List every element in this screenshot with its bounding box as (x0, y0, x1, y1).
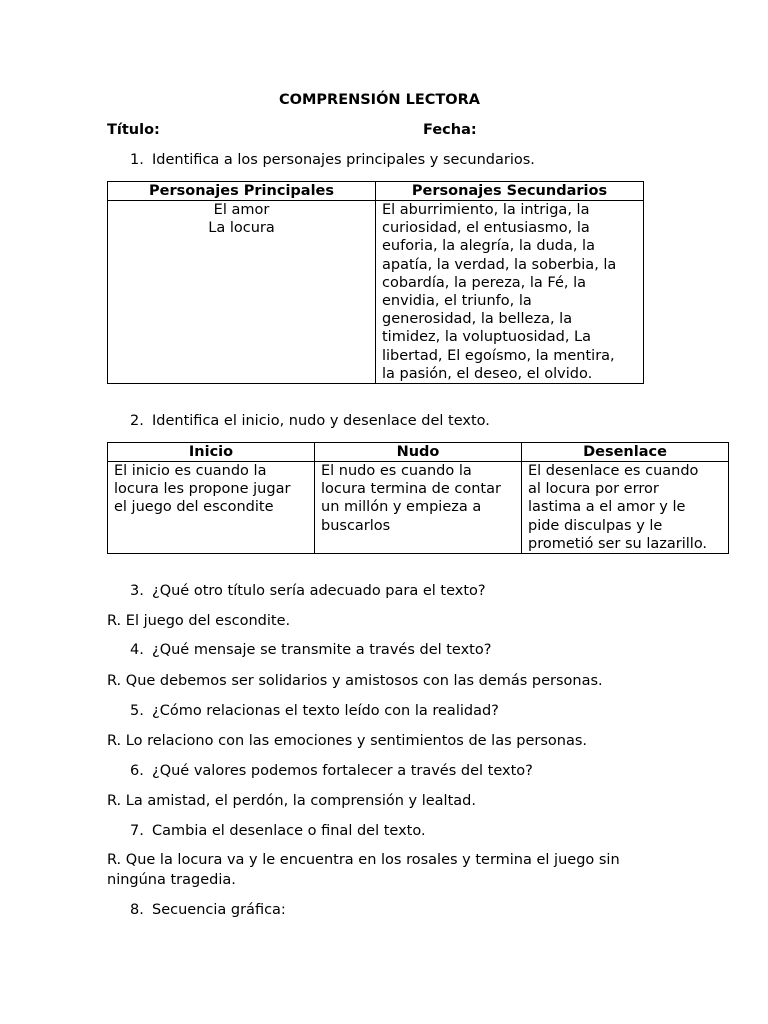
text-line: locura termina de contar (321, 481, 501, 498)
question-text: ¿Cómo relacionas el texto leído con la realidad? (152, 703, 499, 719)
text-line: al locura por error (528, 481, 659, 498)
desenlace-cell (522, 462, 729, 554)
text-line: El aburrimiento, la intriga, la (382, 202, 590, 218)
question-number: 5. (130, 703, 144, 719)
text-line: locura les propone jugar (114, 481, 291, 498)
question-number: 1. (130, 152, 144, 168)
fecha-label: Fecha: (423, 122, 477, 138)
question-number: 2. (130, 413, 144, 429)
header-principales: Personajes Principales (108, 182, 376, 201)
text-line: apatía, la verdad, la soberbia, la (382, 256, 617, 273)
question-text: ¿Qué valores podemos fortalecer a través del texto? (152, 763, 533, 779)
question-5 (130, 702, 499, 720)
question-number: 3. (130, 583, 144, 599)
question-1 (130, 151, 535, 169)
question-number: 8. (130, 902, 144, 918)
titulo-label: Título: (107, 122, 160, 138)
text-line: envidia, el triunfo, la (382, 293, 532, 310)
answer-3: R. El juego del escondite. (107, 613, 291, 629)
header-nudo: Nudo (315, 443, 522, 462)
text-line: libertad, El egoísmo, la mentira, (382, 347, 615, 364)
question-number: 6. (130, 763, 144, 779)
question-text: Secuencia gráfica: (152, 902, 286, 918)
header-inicio: Inicio (108, 443, 315, 462)
header-secundarios: Personajes Secundarios (376, 182, 644, 201)
characters-table (107, 181, 644, 384)
answer-7-line-2: ningúna tragedia. (107, 872, 236, 888)
text-line: cobardía, la pereza, la Fé, la (382, 274, 587, 291)
character-item: La locura (208, 220, 275, 237)
text-line: prometió ser su lazarillo. (528, 535, 708, 552)
character-item: El amor (213, 202, 270, 218)
question-text: ¿Qué otro título sería adecuado para el texto? (152, 583, 486, 599)
text-line: timidez, la voluptuosidad, La (382, 329, 592, 346)
question-8 (130, 901, 286, 919)
text-line: lastima a el amor y le (528, 499, 686, 516)
question-2 (130, 412, 490, 430)
answer-5: R. Lo relaciono con las emociones y sentimientos de las personas. (107, 733, 588, 749)
question-text: Identifica a los personajes principales y secundarios. (152, 152, 535, 168)
structure-table (107, 442, 729, 554)
question-3 (130, 582, 486, 600)
text-line: El desenlace es cuando (528, 463, 699, 479)
nudo-cell (315, 462, 522, 554)
answer-6: R. La amistad, el perdón, la comprensión y lealtad. (107, 793, 476, 809)
text-line: el juego del escondite (114, 499, 274, 516)
question-text: Cambia el desenlace o final del texto. (152, 823, 426, 839)
text-line: El nudo es cuando la (321, 463, 472, 479)
question-text: Identifica el inicio, nudo y desenlace del texto. (152, 413, 490, 429)
inicio-cell (108, 462, 315, 554)
answer-4: R. Que debemos ser solidarios y amistosos con las demás personas. (107, 673, 603, 689)
answer-7-line-1: R. Que la locura va y le encuentra en los rosales y termina el juego sin (107, 852, 620, 868)
text-line: El inicio es cuando la (114, 463, 267, 479)
text-line: buscarlos (321, 517, 391, 534)
question-text: ¿Qué mensaje se transmite a través del texto? (152, 642, 492, 658)
question-number: 4. (130, 642, 144, 658)
text-line: pide disculpas y le (528, 517, 663, 534)
principales-cell (108, 201, 376, 384)
secundarios-cell (376, 201, 644, 384)
text-line: curiosidad, el entusiasmo, la (382, 220, 590, 237)
text-line: generosidad, la belleza, la (382, 311, 573, 328)
question-4 (130, 641, 491, 659)
question-7 (130, 822, 426, 840)
text-line: la pasión, el deseo, el olvido. (382, 365, 593, 382)
text-line: un millón y empieza a (321, 499, 482, 516)
header-desenlace: Desenlace (522, 443, 729, 462)
question-number: 7. (130, 823, 144, 839)
question-6 (130, 762, 533, 780)
document-title: COMPRENSIÓN LECTORA (279, 92, 480, 108)
text-line: euforia, la alegría, la duda, la (382, 238, 595, 255)
